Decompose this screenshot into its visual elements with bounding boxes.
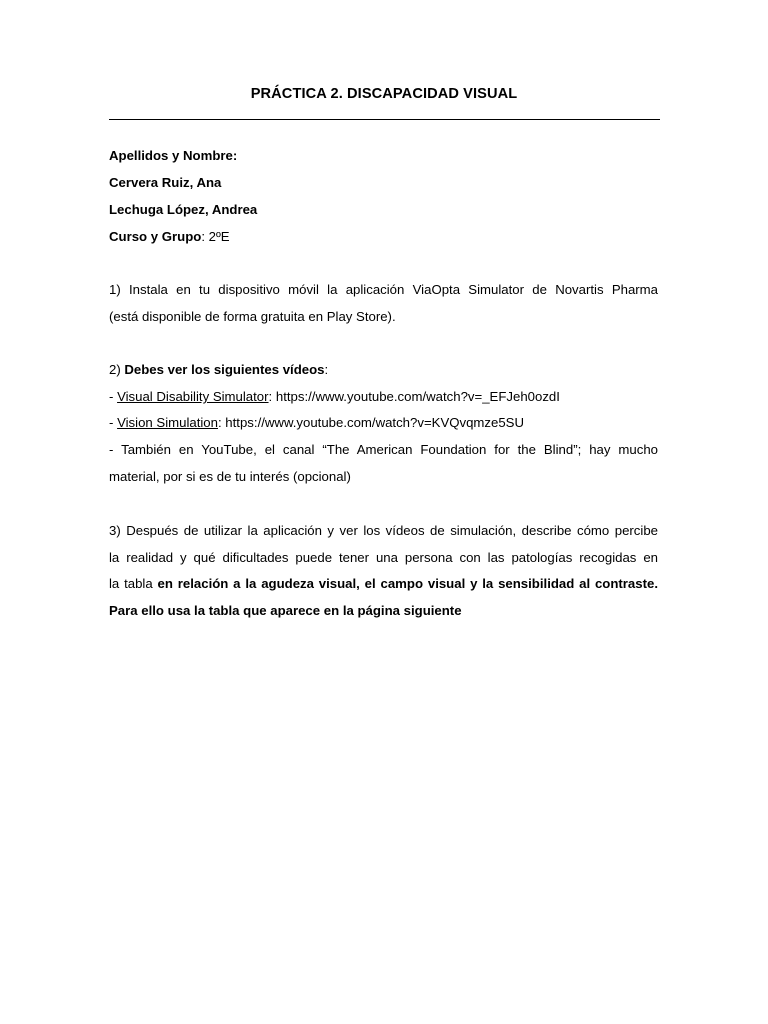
section3-line3-bold: en relación a la agudeza visual, el campo visual y la sensibilidad al contraste.: [157, 576, 658, 591]
video2-bullet: -: [109, 415, 118, 430]
video2-name-link[interactable]: Vision Simulation: [117, 415, 218, 430]
title-divider: [109, 119, 660, 120]
course-group: [109, 228, 658, 245]
section2-heading: [109, 361, 658, 378]
names-label: Apellidos y Nombre:: [109, 148, 238, 163]
section2-heading-colon: :: [324, 362, 329, 377]
student-name-1: Cervera Ruiz, Ana: [109, 175, 222, 190]
section1-line1: 1) Instala en tu dispositivo móvil la aplicación ViaOpta Simulator de Novartis Pharma: [109, 282, 658, 297]
section2-number: 2): [109, 362, 125, 377]
student-name-2: Lechuga López, Andrea: [109, 202, 258, 217]
page-title: PRÁCTICA 2. DISCAPACIDAD VISUAL: [250, 86, 518, 102]
section3-line3-plain: la tabla: [109, 576, 158, 591]
section2-extra-line1: - También en YouTube, el canal “The American Foundation for the Blind”; hay mucho: [109, 442, 658, 457]
video1-name-link[interactable]: Visual Disability Simulator: [117, 389, 269, 404]
section3-line2: la realidad y qué dificultades puede tener una persona con las patologías recogidas en: [109, 550, 658, 565]
section2-heading-text: Debes ver los siguientes vídeos: [124, 362, 325, 377]
section3-line4: Para ello usa la tabla que aparece en la página siguiente: [109, 603, 462, 618]
section3-line1: 3) Después de utilizar la aplicación y ver los vídeos de simulación, describe cómo percibe: [109, 523, 658, 538]
course-value: : 2ºE: [201, 229, 230, 244]
section1-line2: (está disponible de forma gratuita en Play Store).: [109, 309, 396, 324]
course-label: Curso y Grupo: [109, 229, 202, 244]
section2-extra-line2: material, por si es de tu interés (opcional): [109, 469, 351, 484]
video2-url: : https://www.youtube.com/watch?v=KVQvqmze5SU: [217, 415, 524, 430]
video-item-2: [109, 414, 658, 431]
video1-url: : https://www.youtube.com/watch?v=_EFJeh0ozdI: [268, 389, 560, 404]
video-item-1: [109, 388, 658, 405]
section3-line3: [109, 575, 658, 592]
video1-bullet: -: [109, 389, 118, 404]
